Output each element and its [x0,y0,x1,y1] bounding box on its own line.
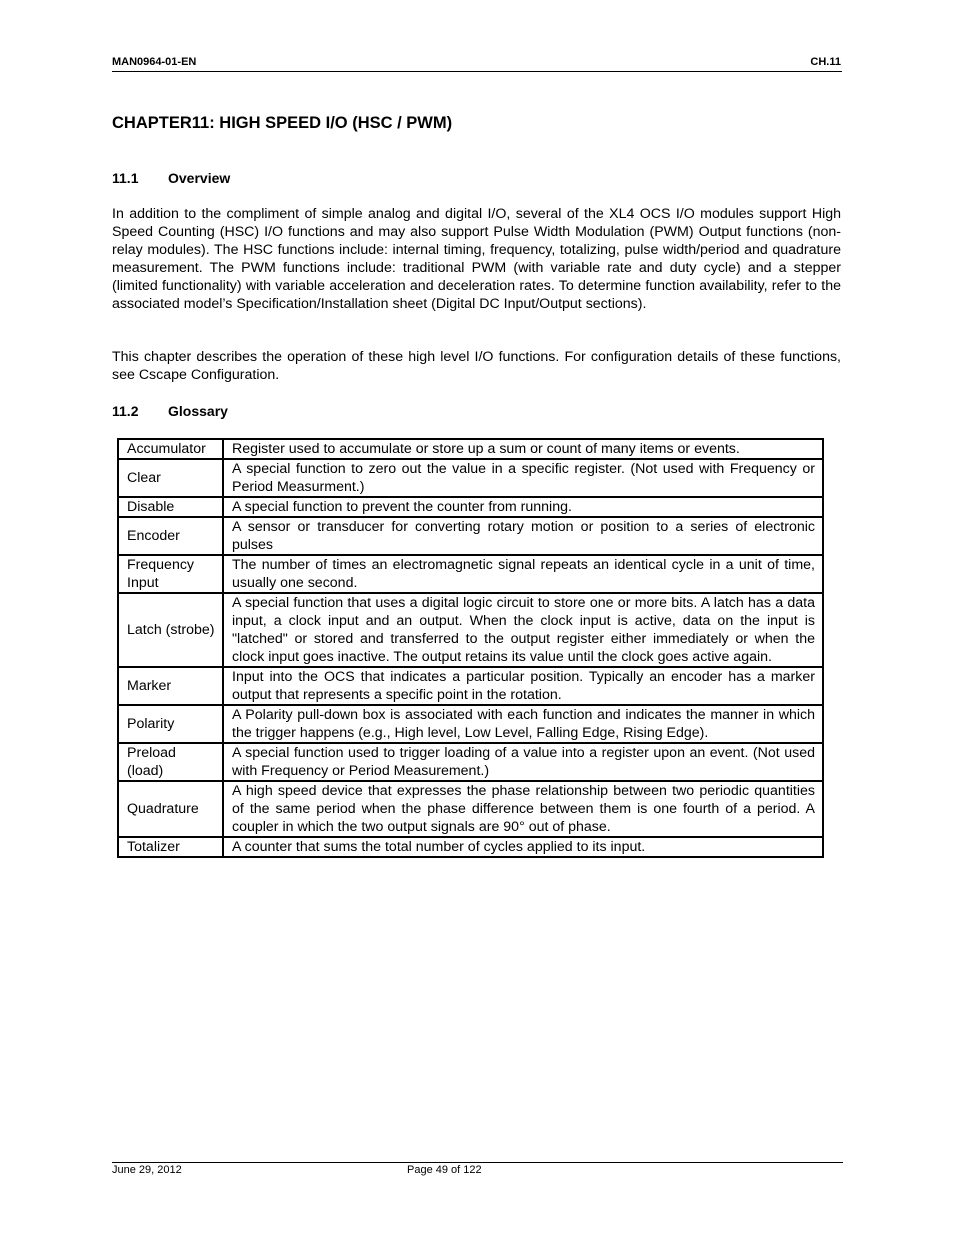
glossary-definition: A sensor or transducer for converting rotary motion or position to a series of electronic pulses [223,517,823,555]
header-chapter-ref: CH.11 [810,56,841,68]
glossary-definition: A special function to prevent the counter from running. [223,497,823,517]
overview-paragraph-2: This chapter describes the operation of these high level I/O functions. For configuration details of these functions, see Cscape Configuration. [112,349,841,383]
glossary-term: Preload (load) [118,743,223,781]
section-heading-glossary [112,403,228,419]
glossary-term: Marker [118,667,223,705]
glossary-term: Disable [118,497,223,517]
glossary-definition: The number of times an electromagnetic signal repeats an identical cycle in a unit of time, usually one second. [223,555,823,593]
header-rule [112,71,842,72]
section-number: 11.2 [112,403,139,419]
table-row [118,459,823,497]
table-row [118,439,823,459]
overview-paragraph-1: In addition to the compliment of simple analog and digital I/O, several of the XL4 OCS I/O modules support High Speed Counting (HSC) I/O functions and may also support Pulse Width Modulation (PWM) Output functions (non-relay modules). The HSC functions include: internal timing, frequency, totalizing, pulse width/period and quadrature measurement. The PWM functions include: traditional PWM (with variable rate and duty cycle) and a stepper (limited functionality) with variable acceleration and deceleration rates. To determine function availability, refer to the associated model’s Specification/Installation sheet (Digital DC Input/Output sections). [112,206,841,312]
glossary-definition: A high speed device that expresses the phase relationship between two periodic quantities of the same period when the phase difference between them is one fourth of a period. A coupler in which the two output signals are 90° out of phase. [223,781,823,837]
glossary-definition: Input into the OCS that indicates a particular position. Typically an encoder has a marker output that represents a specific point in the rotation. [223,667,823,705]
chapter-title: CHAPTER11: HIGH SPEED I/O (HSC / PWM) [112,114,453,132]
glossary-term: Quadrature [118,781,223,837]
glossary-term: Accumulator [118,439,223,459]
header-doc-id: MAN0964-01-EN [112,56,197,68]
glossary-term: Encoder [118,517,223,555]
glossary-table [117,438,824,858]
section-number: 11.1 [112,170,139,186]
table-row [118,667,823,705]
glossary-term: Clear [118,459,223,497]
section-title: Glossary [168,403,228,419]
section-heading-overview [112,170,230,186]
glossary-definition: Register used to accumulate or store up a sum or count of many items or events. [223,439,823,459]
glossary-definition: A special function used to trigger loading of a value into a register upon an event. (Not used with Frequency or Period Measurement.) [223,743,823,781]
table-row [118,555,823,593]
glossary-term: Polarity [118,705,223,743]
footer-date: June 29, 2012 [112,1164,182,1176]
table-row [118,705,823,743]
table-row [118,743,823,781]
footer-page-number: Page 49 of 122 [407,1164,482,1176]
glossary-definition: A counter that sums the total number of cycles applied to its input. [223,837,823,857]
table-row [118,497,823,517]
table-row [118,517,823,555]
glossary-definition: A special function that uses a digital logic circuit to store one or more bits. A latch has a data input, a clock input and an output. When the clock input is active, data on the input is "latched" or stored and transferred to the output register either immediately or when the clock input goes inactive. The output retains its value until the clock goes active again. [223,593,823,667]
footer-rule [112,1162,843,1163]
table-row [118,837,823,857]
glossary-definition: A special function to zero out the value in a specific register. (Not used with Frequency or Period Measurment.) [223,459,823,497]
glossary-term: Frequency Input [118,555,223,593]
table-row [118,781,823,837]
glossary-term: Totalizer [118,837,223,857]
glossary-term: Latch (strobe) [118,593,223,667]
section-title: Overview [168,170,231,186]
table-row [118,593,823,667]
glossary-definition: A Polarity pull-down box is associated with each function and indicates the manner in which the trigger happens (e.g., High level, Low Level, Falling Edge, Rising Edge). [223,705,823,743]
